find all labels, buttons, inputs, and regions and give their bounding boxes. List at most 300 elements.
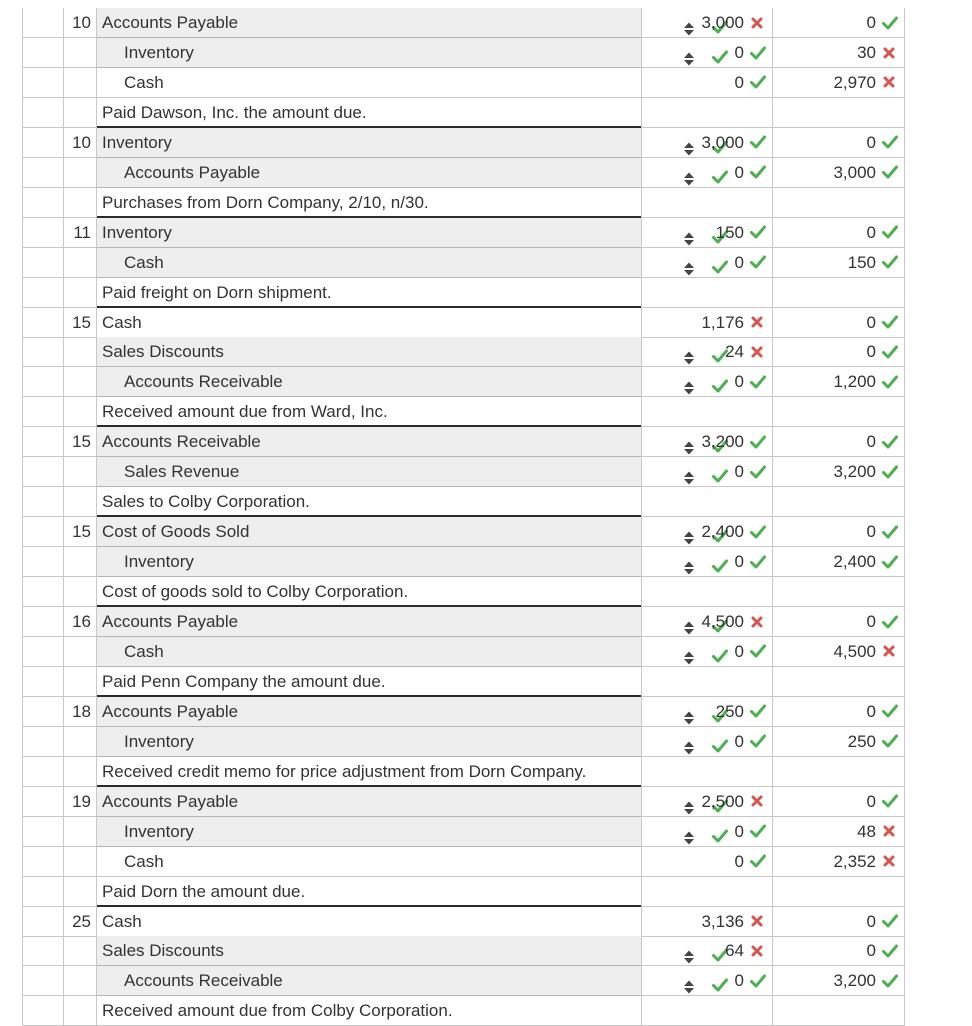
- correct-check-icon: [750, 225, 767, 239]
- credit-cell: [773, 577, 905, 607]
- row-blank-cell: [22, 847, 64, 877]
- incorrect-x-icon: [750, 16, 767, 30]
- date-cell: [64, 38, 97, 68]
- journal-entry-row: [0, 68, 972, 98]
- account-name: Sales Revenue: [124, 462, 240, 482]
- account-select[interactable]: [97, 427, 641, 457]
- entry-date: 18: [72, 701, 91, 721]
- journal-memo-row: [0, 877, 972, 907]
- debit-input[interactable]: [641, 367, 773, 397]
- credit-value: 150: [847, 252, 876, 272]
- incorrect-x-icon: [750, 345, 767, 359]
- credit-input[interactable]: [773, 517, 905, 547]
- credit-input[interactable]: [773, 907, 905, 937]
- credit-input[interactable]: [773, 637, 905, 667]
- credit-value: 0: [866, 701, 876, 721]
- entry-date: 15: [72, 432, 91, 452]
- incorrect-x-icon: [750, 315, 767, 329]
- date-cell: [64, 278, 97, 308]
- account-name: Inventory: [124, 43, 194, 62]
- row-blank-cell: [22, 577, 64, 607]
- memo-text[interactable]: Received credit memo for price adjustment from Dorn Company.: [97, 757, 641, 787]
- journal-memo-row: [0, 667, 972, 697]
- credit-cell: [773, 188, 905, 218]
- account-name: Sales Discounts: [102, 941, 224, 961]
- account-name: Cash: [124, 72, 164, 92]
- date-cell: [64, 248, 97, 278]
- date-cell: [64, 68, 97, 98]
- journal-entry-row: [0, 367, 972, 397]
- correct-check-icon: [750, 375, 767, 389]
- row-blank-cell: [22, 98, 64, 128]
- account-select[interactable]: [97, 817, 641, 847]
- credit-input[interactable]: [773, 8, 905, 38]
- debit-input[interactable]: [641, 457, 773, 487]
- date-cell: [64, 757, 97, 787]
- credit-input[interactable]: [773, 547, 905, 577]
- row-blank-cell: [22, 907, 64, 937]
- debit-value: 0: [734, 851, 744, 871]
- account-name: Inventory: [124, 821, 194, 841]
- debit-value: 4,500: [701, 612, 744, 631]
- account-name: Cash: [124, 641, 164, 661]
- correct-check-icon: [882, 555, 899, 569]
- credit-input[interactable]: [773, 607, 905, 637]
- account-name: Inventory: [102, 222, 172, 242]
- entry-date: 15: [72, 522, 91, 542]
- account-select[interactable]: [97, 367, 641, 397]
- journal-entry-row: [0, 637, 972, 667]
- debit-value: 0: [734, 252, 744, 272]
- journal-memo-row: [0, 188, 972, 218]
- account-select[interactable]: [97, 128, 641, 158]
- row-blank-cell: [22, 607, 64, 637]
- account-select[interactable]: [97, 727, 641, 757]
- credit-value: 0: [866, 222, 876, 242]
- journal-entry-row: [0, 727, 972, 757]
- correct-check-icon: [882, 704, 899, 718]
- account-select[interactable]: [97, 158, 641, 188]
- credit-value: 3,200: [833, 971, 876, 991]
- account-select[interactable]: [97, 8, 641, 38]
- debit-input[interactable]: [641, 517, 773, 547]
- debit-value: 0: [734, 72, 744, 92]
- entry-date: 11: [73, 222, 91, 242]
- incorrect-x-icon: [882, 824, 899, 838]
- credit-input[interactable]: [773, 38, 905, 68]
- journal-entry-row: [0, 38, 972, 68]
- row-blank-cell: [22, 8, 64, 38]
- journal-entry-row: [0, 936, 972, 966]
- journal-entry-row: [0, 907, 972, 937]
- debit-input[interactable]: [641, 936, 773, 966]
- credit-value: 0: [866, 612, 876, 631]
- debit-cell: [641, 397, 773, 427]
- debit-input[interactable]: [641, 847, 773, 877]
- memo-text[interactable]: Paid Penn Company the amount due.: [97, 667, 641, 697]
- account-select[interactable]: [97, 517, 641, 547]
- credit-input[interactable]: [773, 697, 905, 727]
- credit-input[interactable]: [773, 248, 905, 278]
- credit-value: 2,352: [833, 851, 876, 871]
- row-blank-cell: [22, 936, 64, 966]
- correct-check-icon: [882, 315, 899, 329]
- account-select[interactable]: [97, 457, 641, 487]
- memo-text[interactable]: Received amount due from Colby Corporation.: [97, 996, 641, 1026]
- memo-text[interactable]: Paid Dorn the amount due.: [97, 877, 641, 907]
- date-cell: [64, 188, 97, 218]
- date-cell: [64, 158, 97, 188]
- journal-entry-row: [0, 308, 972, 338]
- incorrect-x-icon: [750, 615, 767, 629]
- debit-value: 3,136: [701, 911, 744, 931]
- date-cell: [64, 98, 97, 128]
- account-select[interactable]: [97, 547, 641, 577]
- debit-input[interactable]: [641, 607, 773, 637]
- journal-entry-row: [0, 517, 972, 547]
- account-name: Accounts Payable: [102, 612, 239, 631]
- correct-check-icon: [882, 914, 899, 928]
- credit-value: 2,970: [833, 72, 876, 92]
- debit-cell: [641, 757, 773, 787]
- row-blank-cell: [22, 877, 64, 907]
- row-blank-cell: [22, 996, 64, 1026]
- debit-input[interactable]: [641, 337, 773, 367]
- debit-value: 64: [725, 941, 744, 961]
- account-name: Accounts Receivable: [124, 372, 283, 392]
- row-blank-cell: [22, 427, 64, 457]
- correct-check-icon: [882, 465, 899, 479]
- row-blank-cell: [22, 367, 64, 397]
- credit-value: 0: [866, 911, 876, 931]
- account-select[interactable]: [97, 966, 641, 996]
- correct-check-icon: [882, 435, 899, 449]
- correct-check-icon: [750, 75, 767, 89]
- journal-entry-row: [0, 847, 972, 877]
- account-name: Inventory: [102, 132, 172, 152]
- debit-value: 150: [715, 222, 744, 242]
- credit-value: 0: [866, 312, 876, 332]
- debit-value: 24: [725, 342, 744, 362]
- correct-check-icon: [750, 135, 767, 149]
- credit-input[interactable]: [773, 817, 905, 847]
- debit-cell: [641, 996, 773, 1026]
- journal-entry-row: [0, 547, 972, 577]
- credit-input[interactable]: [773, 847, 905, 877]
- account-select[interactable]: [97, 248, 641, 278]
- date-cell: [64, 787, 97, 817]
- row-blank-cell: [22, 218, 64, 248]
- debit-input[interactable]: [641, 966, 773, 996]
- credit-value: 4,500: [833, 641, 876, 661]
- incorrect-x-icon: [882, 75, 899, 89]
- debit-input[interactable]: [641, 427, 773, 457]
- journal-entry-row: [0, 427, 972, 457]
- account-name: Accounts Payable: [102, 701, 239, 721]
- row-blank-cell: [22, 697, 64, 727]
- memo-text[interactable]: Paid freight on Dorn shipment.: [97, 278, 641, 308]
- credit-input[interactable]: [773, 427, 905, 457]
- debit-value: 0: [734, 731, 744, 751]
- journal-entry-row: [0, 966, 972, 996]
- credit-value: 0: [866, 522, 876, 542]
- memo-text[interactable]: Paid Dawson, Inc. the amount due.: [97, 98, 641, 128]
- debit-value: 0: [734, 821, 744, 841]
- credit-value: 3,200: [833, 462, 876, 482]
- account-select[interactable]: [97, 787, 641, 817]
- debit-input[interactable]: [641, 787, 773, 817]
- date-cell: [64, 637, 97, 667]
- correct-check-icon: [750, 435, 767, 449]
- debit-input[interactable]: [641, 248, 773, 278]
- journal-entry-row: [0, 8, 972, 38]
- date-cell: [64, 337, 97, 367]
- credit-input[interactable]: [773, 218, 905, 248]
- credit-input[interactable]: [773, 158, 905, 188]
- correct-check-icon: [750, 255, 767, 269]
- debit-input[interactable]: [641, 8, 773, 38]
- account-select[interactable]: [97, 697, 641, 727]
- credit-input[interactable]: [773, 787, 905, 817]
- journal-entry-row: [0, 337, 972, 367]
- memo-text[interactable]: Purchases from Dorn Company, 2/10, n/30.: [97, 188, 641, 218]
- credit-value: 0: [866, 132, 876, 152]
- credit-cell: [773, 996, 905, 1026]
- correct-check-icon: [750, 525, 767, 539]
- debit-value: 2,400: [701, 522, 744, 542]
- debit-cell: [641, 188, 773, 218]
- credit-value: 2,400: [833, 552, 876, 572]
- date-cell: [64, 397, 97, 427]
- row-blank-cell: [22, 397, 64, 427]
- account-name: Inventory: [124, 552, 194, 572]
- correct-check-icon: [882, 375, 899, 389]
- credit-value: 3,000: [833, 162, 876, 182]
- correct-check-icon: [882, 165, 899, 179]
- row-blank-cell: [22, 248, 64, 278]
- date-cell: [64, 607, 97, 637]
- row-blank-cell: [22, 128, 64, 158]
- date-cell: [64, 218, 97, 248]
- date-cell: [64, 847, 97, 877]
- correct-check-icon: [882, 135, 899, 149]
- journal-memo-row: [0, 278, 972, 308]
- account-select[interactable]: [97, 337, 641, 367]
- debit-input[interactable]: [641, 308, 773, 338]
- credit-value: 0: [866, 791, 876, 811]
- incorrect-x-icon: [750, 794, 767, 808]
- credit-value: 0: [866, 342, 876, 362]
- debit-value: 250: [715, 701, 744, 721]
- correct-check-icon: [882, 974, 899, 988]
- account-select[interactable]: [97, 907, 641, 937]
- account-select[interactable]: [97, 218, 641, 248]
- account-select[interactable]: [97, 637, 641, 667]
- correct-check-icon: [750, 644, 767, 658]
- debit-cell: [641, 877, 773, 907]
- row-blank-cell: [22, 966, 64, 996]
- date-cell: [64, 457, 97, 487]
- debit-input[interactable]: [641, 38, 773, 68]
- credit-input[interactable]: [773, 457, 905, 487]
- journal-entry-row: [0, 248, 972, 278]
- correct-check-icon: [882, 225, 899, 239]
- debit-input[interactable]: [641, 637, 773, 667]
- correct-check-icon: [750, 46, 767, 60]
- date-cell: [64, 817, 97, 847]
- journal-entry-row: [0, 697, 972, 727]
- debit-input[interactable]: [641, 907, 773, 937]
- date-cell: [64, 547, 97, 577]
- account-name: Accounts Payable: [102, 13, 239, 32]
- debit-value: 3,200: [701, 432, 744, 452]
- correct-check-icon: [750, 465, 767, 479]
- credit-input[interactable]: [773, 128, 905, 158]
- date-cell: [64, 128, 97, 158]
- debit-input[interactable]: [641, 128, 773, 158]
- debit-value: 0: [734, 552, 744, 572]
- account-select[interactable]: [97, 38, 641, 68]
- credit-value: 30: [857, 43, 876, 62]
- debit-value: 2,500: [701, 791, 744, 811]
- journal-entry-row: [0, 457, 972, 487]
- account-name: Cash: [124, 252, 164, 272]
- entry-date: 10: [72, 132, 91, 152]
- journal-entry-row: [0, 218, 972, 248]
- date-cell: [64, 907, 97, 937]
- journal-memo-row: [0, 996, 972, 1026]
- account-name: Cash: [124, 851, 164, 871]
- date-cell: [64, 667, 97, 697]
- debit-input[interactable]: [641, 68, 773, 98]
- account-name: Accounts Receivable: [102, 432, 261, 452]
- correct-check-icon: [750, 734, 767, 748]
- date-cell: [64, 727, 97, 757]
- row-blank-cell: [22, 817, 64, 847]
- debit-value: 0: [734, 641, 744, 661]
- account-select[interactable]: [97, 607, 641, 637]
- debit-value: 3,000: [701, 13, 744, 32]
- entry-date: 16: [72, 612, 91, 631]
- correct-check-icon: [882, 16, 899, 30]
- credit-input[interactable]: [773, 727, 905, 757]
- credit-value: 250: [847, 731, 876, 751]
- credit-input[interactable]: [773, 308, 905, 338]
- credit-cell: [773, 487, 905, 517]
- credit-cell: [773, 397, 905, 427]
- correct-check-icon: [750, 165, 767, 179]
- row-blank-cell: [22, 38, 64, 68]
- correct-check-icon: [750, 974, 767, 988]
- account-name: Inventory: [124, 731, 194, 751]
- account-select[interactable]: [97, 68, 641, 98]
- debit-input[interactable]: [641, 817, 773, 847]
- row-blank-cell: [22, 457, 64, 487]
- debit-value: 0: [734, 162, 744, 182]
- correct-check-icon: [750, 854, 767, 868]
- correct-check-icon: [750, 824, 767, 838]
- debit-value: 3,000: [701, 132, 744, 152]
- correct-check-icon: [882, 615, 899, 629]
- debit-value: 0: [734, 43, 744, 62]
- correct-check-icon: [882, 525, 899, 539]
- journal-entry-row: [0, 817, 972, 847]
- credit-value: 48: [857, 821, 876, 841]
- row-blank-cell: [22, 278, 64, 308]
- row-blank-cell: [22, 637, 64, 667]
- debit-value: 0: [734, 372, 744, 392]
- date-cell: [64, 308, 97, 338]
- account-name: Accounts Receivable: [124, 971, 283, 991]
- credit-value: 0: [866, 13, 876, 32]
- credit-value: 0: [866, 941, 876, 961]
- incorrect-x-icon: [882, 644, 899, 658]
- entry-date: 19: [72, 791, 91, 811]
- debit-cell: [641, 577, 773, 607]
- row-blank-cell: [22, 547, 64, 577]
- journal-entry-row: [0, 787, 972, 817]
- debit-value: 0: [734, 971, 744, 991]
- debit-cell: [641, 667, 773, 697]
- debit-input[interactable]: [641, 727, 773, 757]
- memo-text[interactable]: Sales to Colby Corporation.: [97, 487, 641, 517]
- debit-input[interactable]: [641, 547, 773, 577]
- credit-input[interactable]: [773, 337, 905, 367]
- correct-check-icon: [750, 704, 767, 718]
- journal-memo-row: [0, 757, 972, 787]
- debit-input[interactable]: [641, 218, 773, 248]
- account-select[interactable]: [97, 308, 641, 338]
- account-name: Sales Discounts: [102, 342, 224, 362]
- incorrect-x-icon: [882, 46, 899, 60]
- journal-entry-row: [0, 128, 972, 158]
- date-cell: [64, 517, 97, 547]
- credit-input[interactable]: [773, 966, 905, 996]
- credit-value: 1,200: [833, 372, 876, 392]
- debit-input[interactable]: [641, 697, 773, 727]
- debit-cell: [641, 487, 773, 517]
- entry-date: 25: [72, 911, 91, 931]
- credit-input[interactable]: [773, 367, 905, 397]
- credit-cell: [773, 757, 905, 787]
- debit-input[interactable]: [641, 158, 773, 188]
- row-blank-cell: [22, 757, 64, 787]
- date-cell: [64, 577, 97, 607]
- row-blank-cell: [22, 158, 64, 188]
- incorrect-x-icon: [882, 854, 899, 868]
- row-blank-cell: [22, 667, 64, 697]
- incorrect-x-icon: [750, 914, 767, 928]
- account-name: Cost of Goods Sold: [102, 522, 250, 542]
- correct-check-icon: [882, 255, 899, 269]
- row-blank-cell: [22, 308, 64, 338]
- date-cell: [64, 697, 97, 727]
- debit-value: 1,176: [701, 312, 744, 332]
- credit-cell: [773, 877, 905, 907]
- account-select[interactable]: [97, 936, 641, 966]
- memo-text[interactable]: Cost of goods sold to Colby Corporation.: [97, 577, 641, 607]
- memo-text[interactable]: Received amount due from Ward, Inc.: [97, 397, 641, 427]
- account-name: Cash: [102, 312, 142, 332]
- incorrect-x-icon: [750, 944, 767, 958]
- row-blank-cell: [22, 727, 64, 757]
- date-cell: [64, 487, 97, 517]
- account-select[interactable]: [97, 847, 641, 877]
- credit-input[interactable]: [773, 68, 905, 98]
- credit-input[interactable]: [773, 936, 905, 966]
- journal-entry-row: [0, 158, 972, 188]
- account-name: Accounts Payable: [124, 162, 261, 182]
